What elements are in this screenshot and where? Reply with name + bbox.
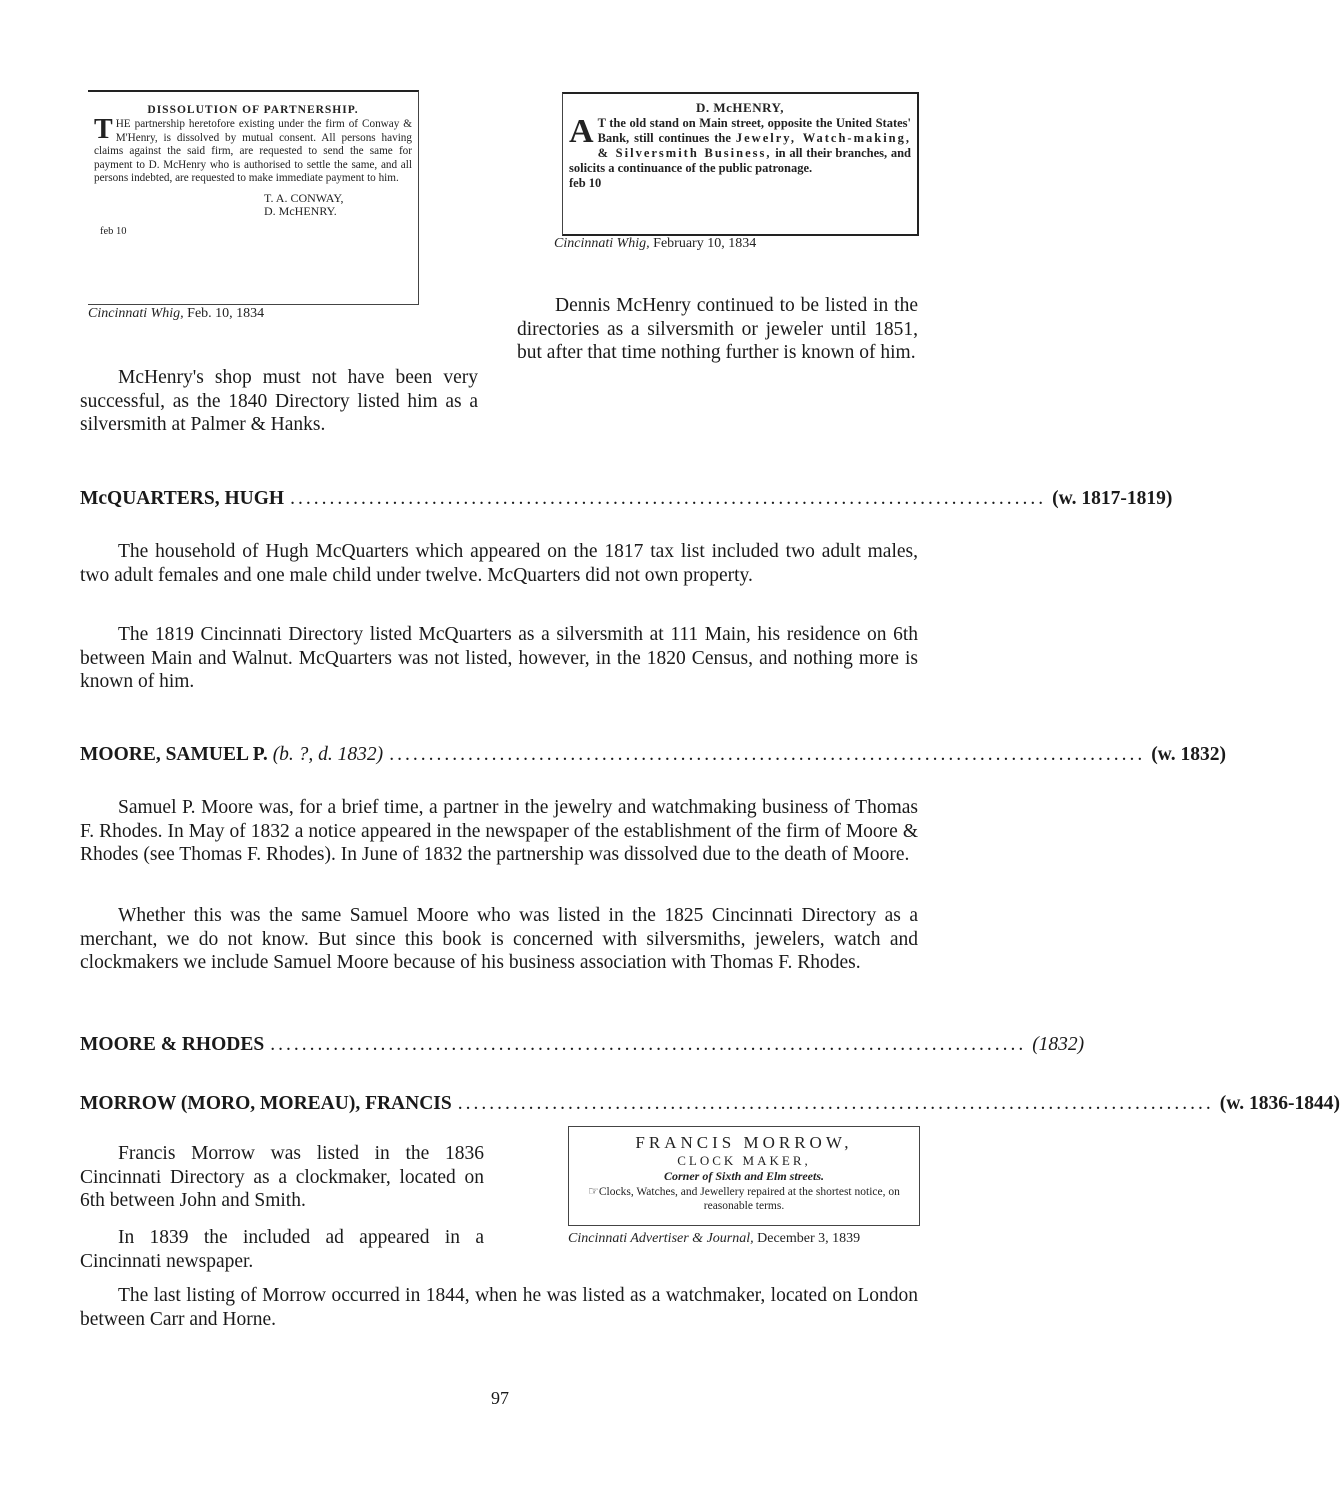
paragraph-moore-1: Samuel P. Moore was, for a brief time, a partner in the jewelry and watchmaking business of Thomas F. Rhodes. In May of 1832 a notice appeared in the newspaper of the establishment of the firm of Moore & Rhodes (see Thomas F. Rhodes). In June of 1832 the partnership was dissolved due to the death of Moore. [80,797,918,865]
ad-body: THE partnership heretofore existing under the firm of Conway & M'Henry, is dissolved by mutual consent. All persons having claims against the said firm, are requested to send the same for payment to D. McHenry who is authorised to settle the same, and all persons indebted, are requested to make immediate payment to him. [94,114,412,184]
paragraph-mcquarters-2: The 1819 Cincinnati Directory listed McQuarters as a silversmith at 111 Main, his residence on 6th between Main and Walnut. McQuarters was not listed, however, in the 1820 Census, and nothing more is known of him. [80,624,918,692]
paragraph-mchenry-listed: Dennis McHenry continued to be listed in the directories as a silversmith or jeweler until 1851, but after that time nothing further is known of him. [517,295,918,363]
ad-caption-dissolution: Cincinnati Whig, Feb. 10, 1834 [88,306,265,321]
leader-dots: ................................................................................................ [457,1093,1214,1114]
ad-body: ☞Clocks, Watches, and Jewellery repaired at the shortest notice, on reasonable terms. [588,1184,900,1212]
ad-caption-morrow: Cincinnati Advertiser & Journal, December 3, 1839 [568,1231,861,1246]
ad-francis-morrow [568,1126,920,1226]
entry-heading-mcquarters: McQUARTERS, HUGH ................................................................................................ (w. 1817-1819) [80,488,1173,509]
leader-dots: ................................................................................................ [389,744,1146,765]
ad-signature: T. A. CONWAY, D. McHENRY. [264,190,344,218]
ad-body: A T the old stand on Main street, opposite the United States' Bank, still continues the Jewelry, Watch-making, & Silversmith Business, in all their branches, and solicits a continuance of the public patronage. feb 10 [569,113,911,190]
drop-cap: T [94,114,113,145]
pointing-hand-icon: ☞ [588,1184,599,1198]
paragraph-morrow-2: In 1839 the included ad appeared in a Cincinnati newspaper. [80,1227,484,1272]
ad-date: feb 10 [100,225,127,237]
page-number: 97 [491,1388,509,1408]
ad-heading: DISSOLUTION OF PARTNERSHIP. [147,104,359,116]
ad-subheading: CLOCK MAKER, [677,1153,811,1168]
ad-mchenry [562,92,919,236]
paragraph-mchenry-shop: McHenry's shop must not have been very successful, as the 1840 Directory listed him as a silversmith at Palmer & Hanks. [80,367,478,435]
paragraph-morrow-1: Francis Morrow was listed in the 1836 Cincinnati Directory as a clockmaker, located on 6th between John and Smith. [80,1143,484,1211]
ad-dissolution-of-partnership [88,90,419,305]
entry-heading-moore-rhodes: MOORE & RHODES ................................................................................................ (1832) [80,1034,1085,1055]
ad-address: Corner of Sixth and Elm streets. [663,1169,825,1183]
paragraph-moore-2: Whether this was the same Samuel Moore who was listed in the 1825 Cincinnati Directory as a merchant, we do not know. But since this book is concerned with silversmiths, jewelers, watch and clockmakers we include Samuel Moore because of his business association with Thomas F. Rhodes. [80,905,918,973]
entry-heading-morrow: MORROW (MORO, MOREAU), FRANCIS ................................................................................................ (w. 1836-1844) [80,1093,1340,1114]
ad-caption-mchenry: Cincinnati Whig, February 10, 1834 [554,236,757,251]
ad-heading: FRANCIS MORROW, [635,1133,853,1152]
paragraph-morrow-3: The last listing of Morrow occurred in 1844, when he was listed as a watchmaker, located on London between Carr and Horne. [80,1285,918,1330]
paragraph-mcquarters-1: The household of Hugh McQuarters which appeared on the 1817 tax list included two adult males, two adult females and one male child under twelve. McQuarters did not own property. [80,541,918,586]
leader-dots: ................................................................................................ [270,1034,1027,1055]
ad-date: feb 10 [569,176,602,190]
leader-dots: ................................................................................................ [290,488,1047,509]
entry-heading-moore: MOORE, SAMUEL P. (b. ?, d. 1832) ................................................................................................ (w. 1832) [80,744,1226,765]
ad-heading: D. McHENRY, [696,100,784,115]
drop-cap: A [569,113,594,150]
